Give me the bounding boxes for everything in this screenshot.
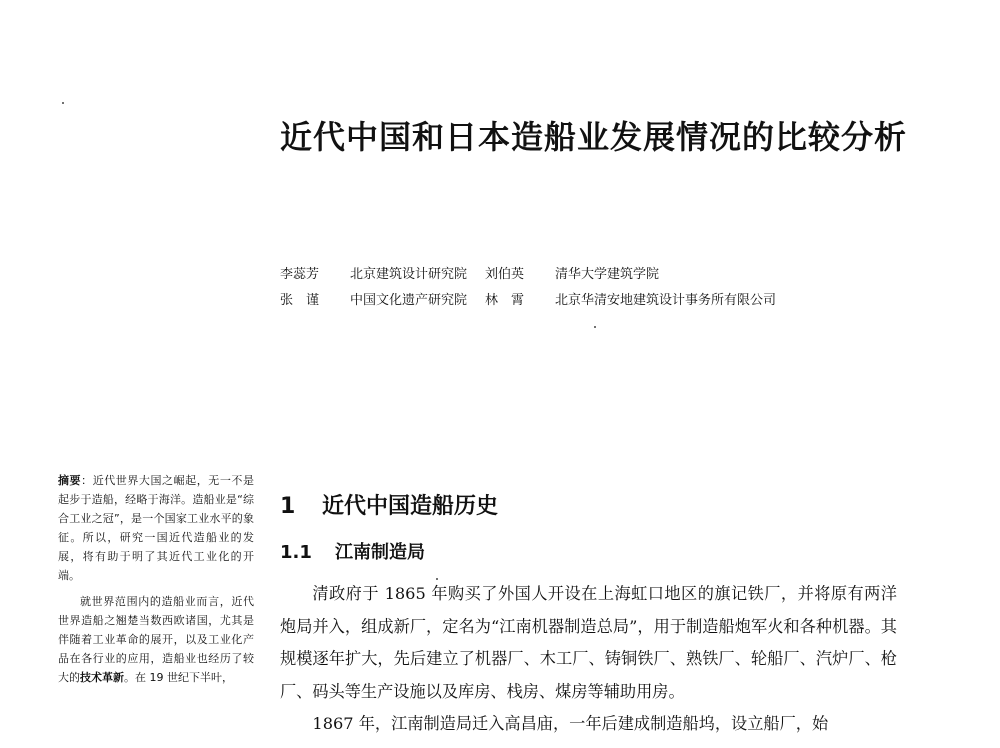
abstract-sidebar [58, 471, 254, 687]
abstract-text: 就世界范围内的造船业而言，近代世界造船之翘楚当数西欧诸国，尤其是伴随着工业革命的展开，以及工业化产品在各行业的应用，造船业也经历了较大的 [58, 595, 254, 684]
abstract-text: 近代世界大国之崛起，无一不是起步于造船，经略于海洋。造船业是“综合工业之冠”，是一个国家工业水平的象征。所以，研究一国近代造船业的发展，将有助于明了其近代工业化的开端。 [58, 474, 254, 582]
abstract-paragraph [58, 471, 254, 585]
abstract-text: 。在 19 世纪下半叶， [124, 671, 233, 684]
author-row [280, 259, 794, 285]
body-paragraph: 1867 年，江南制造局迁入高昌庙，一年后建成制造船坞，设立船厂，始 [312, 714, 829, 733]
section-heading [280, 492, 498, 522]
author-affiliation: 清华大学建筑学院 [555, 266, 660, 282]
subsection-number: 1.1 [280, 542, 312, 563]
author-name: 张 谨 [280, 292, 320, 308]
section-title: 近代中国造船历史 [322, 494, 499, 519]
subsection-title: 江南制造局 [335, 542, 425, 563]
author-affiliation: 北京建筑设计研究院 [350, 266, 468, 282]
section-number: 1 [280, 494, 296, 519]
scan-speck [436, 578, 438, 580]
author-name: 林 霄 [485, 292, 525, 308]
abstract-label: 摘要 [58, 474, 82, 487]
abstract-separator: ： [81, 474, 93, 487]
body-paragraph: 清政府于 1865 年购买了外国人开设在上海虹口地区的旗记铁厂，并将原有两洋炮局并入，组成新厂，定名为“江南机器制造总局”，用于制造船炮军火和各种机器。其规模逐年扩大，先后建立了机器厂、木工厂、铸铜铁厂、熟铁厂、轮船厂、汽炉厂、枪厂、码头等生产设施以及库房、栈房、煤房等辅助用房。 [280, 584, 897, 701]
abstract-bold-term: 技术革新 [80, 671, 124, 684]
subsection-heading [280, 540, 425, 566]
author-list [280, 259, 794, 311]
paper-title: 近代中国和日本造船业发展情况的比较分析 [280, 118, 908, 156]
author-name: 刘伯英 [485, 266, 525, 282]
abstract-paragraph [58, 592, 254, 687]
author-affiliation: 北京华清安地建筑设计事务所有限公司 [555, 292, 777, 308]
scan-speck [594, 326, 596, 328]
body-text [280, 578, 897, 741]
scan-speck [62, 102, 64, 104]
author-row [280, 285, 794, 311]
author-name: 李蕊芳 [280, 266, 320, 282]
author-affiliation: 中国文化遗产研究院 [350, 292, 468, 308]
